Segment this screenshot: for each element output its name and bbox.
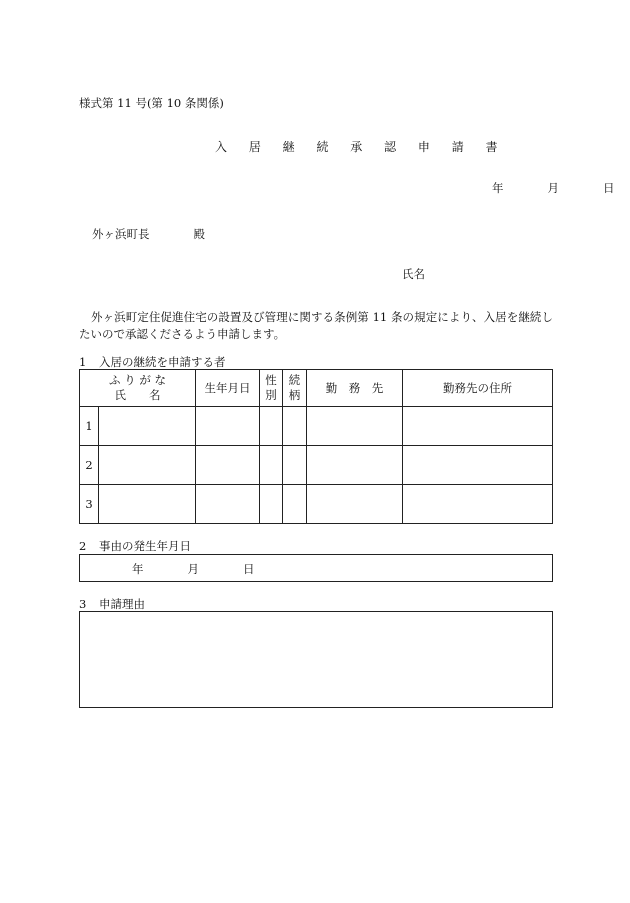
sex-cell[interactable] xyxy=(260,485,283,524)
section-2-heading xyxy=(79,538,191,554)
row-number: 2 xyxy=(80,446,99,485)
name-cell[interactable] xyxy=(99,485,196,524)
section-3-heading xyxy=(79,596,145,612)
workplace-cell[interactable] xyxy=(307,485,403,524)
section-1-heading xyxy=(79,354,226,370)
section-1-title: 入居の継続を申請する者 xyxy=(99,355,226,369)
table-header-row xyxy=(80,370,553,407)
date-month-label: 月 xyxy=(547,181,559,195)
workplace-cell[interactable] xyxy=(307,446,403,485)
table-row xyxy=(80,446,553,485)
birthdate-cell[interactable] xyxy=(196,446,260,485)
birthdate-cell[interactable] xyxy=(196,407,260,446)
sex-cell[interactable] xyxy=(260,446,283,485)
header-furigana-name xyxy=(80,370,196,407)
application-statement: 外ヶ浜町定住促進住宅の設置及び管理に関する条例第 11 条の規定により、入居を継続したいので承認くださるよう申請します。 xyxy=(79,310,553,341)
addressee xyxy=(92,226,205,242)
workplace-cell[interactable] xyxy=(307,407,403,446)
row-number: 1 xyxy=(80,407,99,446)
birthdate-cell[interactable] xyxy=(196,485,260,524)
workplace-address-cell[interactable] xyxy=(403,485,553,524)
addressee-honorific: 殿 xyxy=(193,227,205,241)
addressee-name: 外ヶ浜町長 xyxy=(92,227,150,241)
form-number: 様式第 11 号(第 10 条関係) xyxy=(79,96,224,110)
applicants-table xyxy=(79,369,553,524)
workplace-address-cell[interactable] xyxy=(403,446,553,485)
header-workplace-address: 勤務先の住所 xyxy=(403,370,553,407)
occurrence-month-label: 月 xyxy=(187,562,199,576)
date-day-label: 日 xyxy=(603,181,615,195)
section-2-title: 事由の発生年月日 xyxy=(99,539,191,553)
section-1-number: 1 xyxy=(79,355,87,369)
document-title: 入 居 継 続 承 認 申 請 書 xyxy=(215,140,507,154)
workplace-address-cell[interactable] xyxy=(403,407,553,446)
occurrence-date-field[interactable] xyxy=(79,554,553,582)
section-3-title: 申請理由 xyxy=(99,597,145,611)
sex-cell[interactable] xyxy=(260,407,283,446)
header-relationship: 続 柄 xyxy=(283,370,307,407)
submission-date xyxy=(470,180,615,196)
name-cell[interactable] xyxy=(99,446,196,485)
section-3-number: 3 xyxy=(79,597,87,611)
section-2-number: 2 xyxy=(79,539,87,553)
occurrence-day-label: 日 xyxy=(243,562,255,576)
header-workplace: 勤 務 先 xyxy=(307,370,403,407)
relationship-cell[interactable] xyxy=(283,485,307,524)
header-furigana: ふ り が な xyxy=(109,373,166,387)
header-birthdate: 生年月日 xyxy=(196,370,260,407)
name-cell[interactable] xyxy=(99,407,196,446)
header-sex: 性 別 xyxy=(260,370,283,407)
table-row xyxy=(80,485,553,524)
table-row xyxy=(80,407,553,446)
row-number: 3 xyxy=(80,485,99,524)
relationship-cell[interactable] xyxy=(283,446,307,485)
relationship-cell[interactable] xyxy=(283,407,307,446)
date-year-label: 年 xyxy=(492,181,504,195)
occurrence-year-label: 年 xyxy=(132,562,144,576)
application-reason-field[interactable] xyxy=(79,611,553,708)
applicant-name-label: 氏名 xyxy=(402,267,425,281)
header-name: 氏 名 xyxy=(114,388,161,402)
